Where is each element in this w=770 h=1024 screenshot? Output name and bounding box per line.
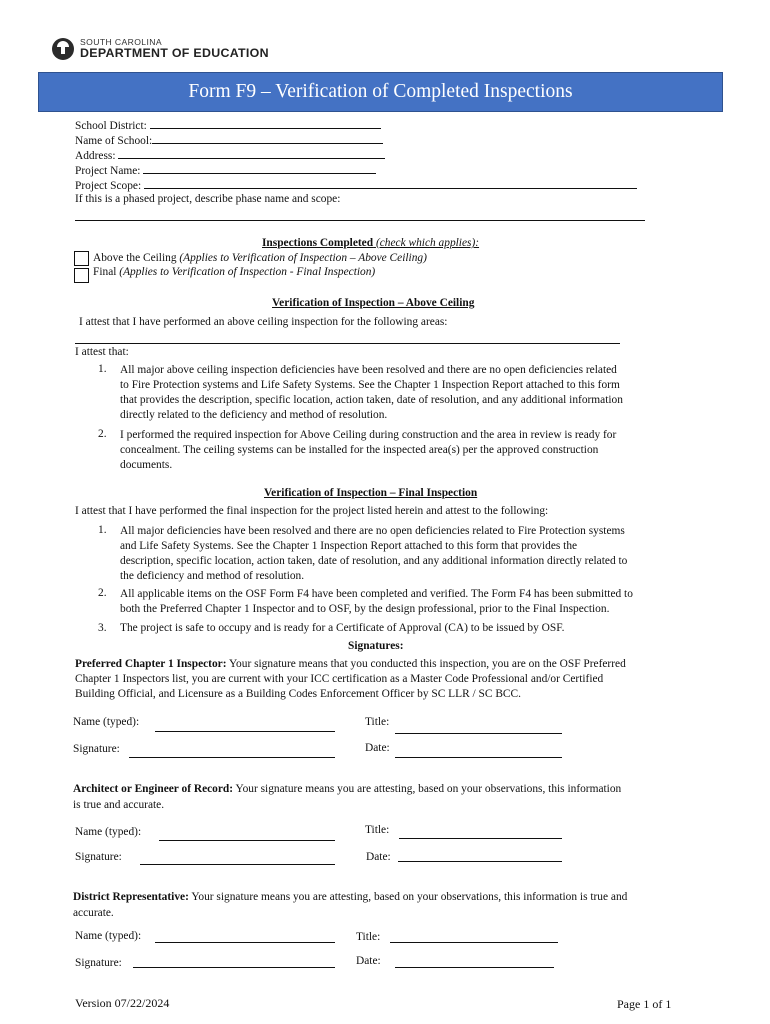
preferred-inspector-statement: Preferred Chapter 1 Inspector: Your signature means that you conducted this inspection, you are on the OSF Preferred Chapter 1 Inspectors list, you are current with your ICC certification as a Master Code Professional and/or Certified Building Official, and Licensure as a Building Codes Enforcement Officer by SC LLR / SC BCC. [75,658,626,700]
architect-title-line[interactable] [399,838,562,839]
address-field: Address: [75,148,385,162]
architect-signature-label: Signature: [75,851,122,863]
district-representative-statement: District Representative: Your signature means you are attesting, based on your observations, this information is true and accurate. [73,891,628,919]
architect-name-label: Name (typed): [75,826,142,838]
signatures-heading: Signatures: [348,640,404,652]
above-ceiling-item-1: All major above ceiling inspection deficiencies have been resolved and there are no open deficiencies related to Fire Protection systems and Life Safety Systems. See the Chapter 1 Inspection Report attached to this form that provides the description, specific location, action taken, date of resolution, and any additional information directly related to the deficiency and method of resolution. [120,364,623,421]
inspector-signature-line[interactable] [129,757,335,758]
list-number: 3. [98,622,107,634]
inspector-signature-label: Signature: [73,743,120,755]
above-ceiling-option: Above the Ceiling (Applies to Verification of Inspection – Above Ceiling) [93,252,427,264]
district-title-line[interactable] [390,942,558,943]
final-item-2: All applicable items on the OSF Form F4 have been completed and verified. The Form F4 has been submitted to both the Preferred Chapter 1 Inspector and to OSF, by the design professional, prior to the Final Inspection. [120,588,633,615]
inspector-name-line[interactable] [155,731,335,732]
project-name-line[interactable] [143,163,376,174]
final-checkbox[interactable] [74,268,89,283]
architect-title-label: Title: [365,824,390,836]
district-date-line[interactable] [395,967,554,968]
above-ceiling-heading: Verification of Inspection – Above Ceiling [272,297,475,309]
phased-project-label: If this is a phased project, describe phase name and scope: [75,193,341,205]
inspector-name-label: Name (typed): [73,716,140,728]
inspector-title-label: Title: [365,716,390,728]
logo-department-name: DEPARTMENT OF EDUCATION [80,46,269,60]
district-signature-line[interactable] [133,967,335,968]
school-name-line[interactable] [152,133,383,144]
district-title-label: Title: [356,931,381,943]
project-scope-field: Project Scope: [75,178,637,192]
final-inspection-intro: I attest that I have performed the final inspection for the project listed herein and attest to the following: [75,505,549,517]
architect-signature-line[interactable] [140,864,335,865]
project-name-field: Project Name: [75,163,376,177]
architect-date-label: Date: [366,851,391,863]
school-name-field: Name of School: [75,133,383,147]
address-line[interactable] [118,148,385,159]
list-number: 2. [98,587,107,599]
final-item-1: All major deficiencies have been resolved and there are no open deficiencies related to Fire Protection systems and Life Safety Systems. See the Chapter 1 Inspection Report attached to this form that provides the description, specific location, action taken, date of resolution, and any additional information directly related to the deficiency and method of resolution. [120,525,628,582]
phased-project-line[interactable] [75,220,645,221]
architect-statement: Architect or Engineer of Record: Your signature means you are attesting, based on your observations, this information is true and accurate. [73,783,622,811]
list-number: 2. [98,428,107,440]
final-option: Final (Applies to Verification of Inspection - Final Inspection) [93,266,376,278]
list-number: 1. [98,363,107,375]
school-district-line[interactable] [150,118,381,129]
district-signature-label: Signature: [75,957,122,969]
inspector-title-line[interactable] [395,733,562,734]
inspector-date-line[interactable] [395,757,562,758]
district-name-label: Name (typed): [75,930,142,942]
palmetto-seal-icon [52,38,74,60]
school-district-field: School District: [75,118,381,132]
sc-department-of-education-logo [52,36,282,64]
above-ceiling-item-2: I performed the required inspection for Above Ceiling during construction and the area in review is ready for concealment. The ceiling systems can be installed for the inspected area(s) per the approved construction documents. [120,429,617,471]
list-number: 1. [98,524,107,536]
inspector-date-label: Date: [365,742,390,754]
final-inspection-heading: Verification of Inspection – Final Inspection [264,487,478,499]
architect-date-line[interactable] [398,861,562,862]
logo-state-name: SOUTH CAROLINA [80,37,162,47]
architect-name-line[interactable] [159,840,335,841]
above-ceiling-areas-line[interactable] [75,343,620,344]
page-number: Page 1 of 1 [617,997,672,1011]
version-footer: Version 07/22/2024 [75,996,170,1010]
form-title: Form F9 – Verification of Completed Inspections [188,81,573,102]
inspections-completed-heading: Inspections Completed (check which applies): [262,237,480,249]
attest-that-label: I attest that: [75,346,129,358]
district-name-line[interactable] [155,942,335,943]
project-scope-line[interactable] [144,178,637,189]
above-ceiling-checkbox[interactable] [74,251,89,266]
final-item-3: The project is safe to occupy and is ready for a Certificate of Approval (CA) to be issued by OSF. [120,622,565,634]
district-date-label: Date: [356,955,381,967]
above-ceiling-intro: I attest that I have performed an above ceiling inspection for the following areas: [79,316,448,328]
form-title-banner [38,72,723,112]
